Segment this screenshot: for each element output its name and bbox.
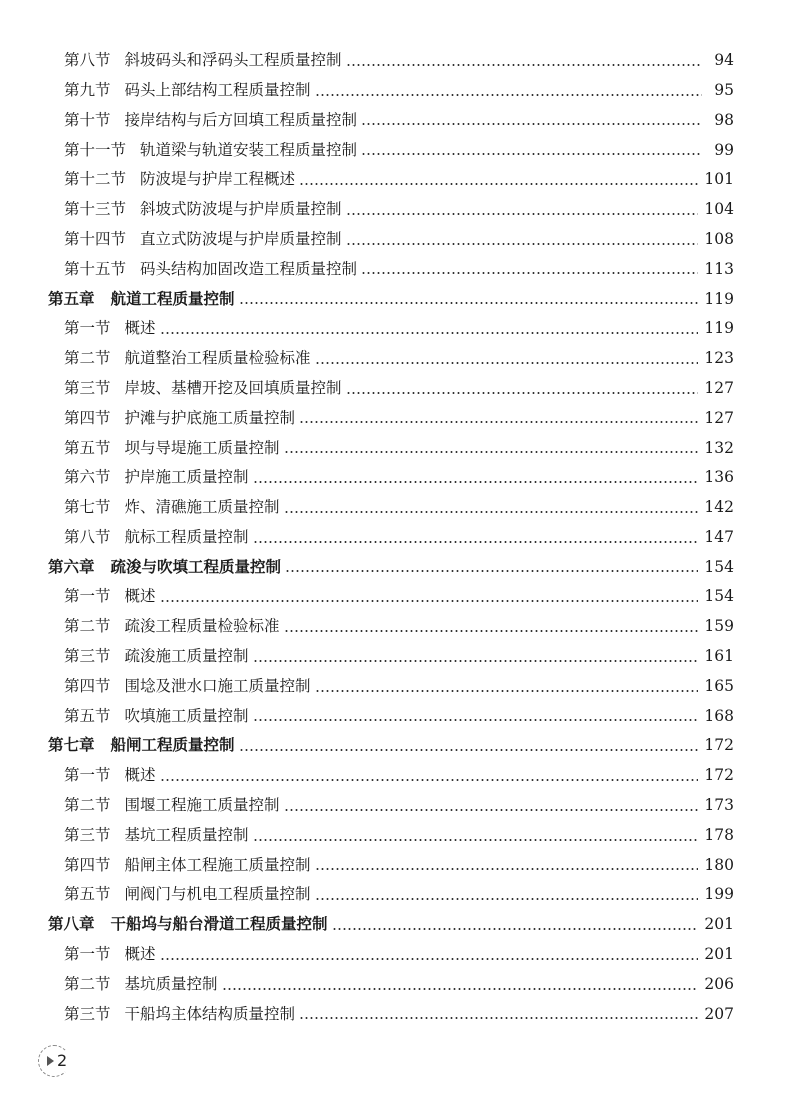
entry-page-number: 94	[714, 51, 734, 70]
entry-page-number: 98	[714, 110, 734, 129]
entry-title: 船闸主体工程施工质量控制	[124, 855, 311, 874]
entry-page-number: 95	[714, 80, 734, 99]
dot-leader	[160, 332, 699, 334]
dot-leader	[315, 362, 699, 364]
entry-page-number: 201	[704, 915, 734, 934]
entry-number: 第三节	[64, 378, 111, 397]
dot-leader	[160, 958, 699, 960]
dot-leader	[284, 809, 699, 811]
entry-title: 围堰工程施工质量控制	[124, 796, 280, 815]
entry-number: 第十二节	[64, 170, 127, 189]
dot-leader	[253, 541, 699, 543]
entry-title: 船闸工程质量控制	[110, 736, 235, 755]
page-folio	[38, 1045, 74, 1077]
dot-leader	[284, 451, 699, 453]
toc-section-entry[interactable]	[0, 702, 790, 732]
entry-title: 坝与导堤施工质量控制	[124, 438, 280, 457]
dot-leader	[315, 690, 699, 692]
entry-number: 第九节	[64, 80, 111, 99]
toc-section-entry[interactable]	[0, 46, 790, 76]
dot-leader	[346, 243, 699, 245]
entry-number: 第十一节	[64, 140, 127, 159]
entry-page-number: 132	[704, 438, 734, 457]
entry-number: 第三节	[64, 825, 111, 844]
dot-leader	[253, 660, 699, 662]
entry-title: 疏浚施工质量控制	[124, 647, 249, 666]
entry-title: 岸坡、基槽开挖及回填质量控制	[124, 378, 342, 397]
dot-leader	[239, 302, 699, 304]
toc-section-entry[interactable]	[0, 1000, 790, 1030]
entry-page-number: 165	[704, 676, 734, 695]
toc-section-entry[interactable]	[0, 523, 790, 553]
entry-page-number: 136	[704, 468, 734, 487]
dot-leader	[222, 988, 699, 990]
toc-chapter-entry[interactable]	[0, 553, 790, 583]
entry-page-number: 104	[704, 200, 734, 219]
dot-leader	[315, 94, 702, 96]
entry-title: 航道工程质量控制	[110, 289, 235, 308]
entry-title: 炸、清礁施工质量控制	[124, 498, 280, 517]
toc-section-entry[interactable]	[0, 493, 790, 523]
entry-number: 第一节	[64, 587, 111, 606]
entry-page-number: 142	[704, 498, 734, 517]
entry-title: 码头结构加固改造工程质量控制	[140, 259, 358, 278]
toc-section-entry[interactable]	[0, 940, 790, 970]
dot-leader	[299, 1017, 698, 1019]
dot-leader	[253, 839, 699, 841]
entry-page-number: 206	[704, 974, 734, 993]
entry-title: 航道整治工程质量检验标准	[124, 349, 311, 368]
toc-section-entry[interactable]	[0, 344, 790, 374]
entry-page-number: 201	[704, 945, 734, 964]
entry-page-number: 127	[704, 378, 734, 397]
entry-page-number: 108	[704, 229, 734, 248]
toc-section-entry[interactable]	[0, 672, 790, 702]
entry-title: 防波堤与护岸工程概述	[140, 170, 296, 189]
toc-chapter-entry[interactable]	[0, 284, 790, 314]
dot-leader	[160, 600, 699, 602]
entry-title: 概述	[124, 587, 156, 606]
entry-title: 概述	[124, 319, 156, 338]
entry-title: 直立式防波堤与护岸质量控制	[140, 229, 342, 248]
entry-page-number: 123	[704, 349, 734, 368]
entry-number: 第七章	[48, 736, 95, 755]
entry-page-number: 101	[704, 170, 734, 189]
entry-number: 第五节	[64, 885, 111, 904]
entry-title: 围埝及泄水口施工质量控制	[124, 676, 311, 695]
toc-section-entry[interactable]	[0, 851, 790, 881]
entry-page-number: 119	[704, 319, 734, 338]
toc-chapter-entry[interactable]	[0, 731, 790, 761]
entry-number: 第五节	[64, 706, 111, 725]
dot-leader	[315, 898, 699, 900]
toc-section-entry[interactable]	[0, 165, 790, 195]
toc-section-entry[interactable]	[0, 225, 790, 255]
toc-section-entry[interactable]	[0, 880, 790, 910]
toc-chapter-entry[interactable]	[0, 910, 790, 940]
dot-leader	[284, 630, 699, 632]
dot-leader	[361, 153, 702, 155]
entry-page-number: 199	[704, 885, 734, 904]
entry-number: 第四节	[64, 676, 111, 695]
entry-number: 第六章	[48, 557, 95, 576]
entry-title: 航标工程质量控制	[124, 527, 249, 546]
page-number: 2	[57, 1051, 68, 1070]
entry-number: 第五节	[64, 438, 111, 457]
toc-section-entry[interactable]	[0, 106, 790, 136]
entry-page-number: 178	[704, 825, 734, 844]
entry-title: 基坑工程质量控制	[124, 825, 249, 844]
entry-number: 第三节	[64, 1004, 111, 1023]
dot-leader	[284, 511, 699, 513]
entry-number: 第十三节	[64, 200, 127, 219]
toc-section-entry[interactable]	[0, 255, 790, 285]
entry-number: 第八节	[64, 527, 111, 546]
entry-number: 第二节	[64, 796, 111, 815]
table-of-contents	[0, 46, 790, 1029]
toc-section-entry[interactable]	[0, 195, 790, 225]
toc-section-entry[interactable]	[0, 612, 790, 642]
dot-leader	[299, 421, 698, 423]
dot-leader	[346, 64, 702, 66]
entry-number: 第一节	[64, 319, 111, 338]
entry-page-number: 154	[704, 557, 734, 576]
entry-number: 第二节	[64, 349, 111, 368]
entry-number: 第十四节	[64, 229, 127, 248]
entry-title: 吹填施工质量控制	[124, 706, 249, 725]
entry-number: 第八节	[64, 51, 111, 70]
toc-section-entry[interactable]	[0, 642, 790, 672]
dot-leader	[253, 719, 699, 721]
toc-section-entry[interactable]	[0, 433, 790, 463]
entry-number: 第八章	[48, 915, 95, 934]
entry-title: 概述	[124, 945, 156, 964]
entry-title: 接岸结构与后方回填工程质量控制	[124, 110, 358, 129]
entry-number: 第二节	[64, 974, 111, 993]
entry-page-number: 207	[704, 1004, 734, 1023]
entry-number: 第一节	[64, 766, 111, 785]
dot-leader	[332, 928, 699, 930]
toc-section-entry[interactable]	[0, 404, 790, 434]
toc-section-entry[interactable]	[0, 821, 790, 851]
entry-number: 第三节	[64, 647, 111, 666]
entry-title: 疏浚与吹填工程质量控制	[110, 557, 282, 576]
entry-title: 干船坞与船台滑道工程质量控制	[110, 915, 328, 934]
toc-section-entry[interactable]	[0, 463, 790, 493]
entry-page-number: 159	[704, 617, 734, 636]
entry-page-number: 172	[704, 766, 734, 785]
entry-number: 第十节	[64, 110, 111, 129]
entry-number: 第五章	[48, 289, 95, 308]
dot-leader	[315, 868, 699, 870]
entry-number: 第六节	[64, 468, 111, 487]
toc-section-entry[interactable]	[0, 582, 790, 612]
entry-page-number: 172	[704, 736, 734, 755]
folio-arrow-icon	[47, 1056, 54, 1066]
entry-title: 斜坡码头和浮码头工程质量控制	[124, 51, 342, 70]
dot-leader	[299, 183, 698, 185]
entry-number: 第二节	[64, 617, 111, 636]
entry-title: 码头上部结构工程质量控制	[124, 80, 311, 99]
entry-number: 第十五节	[64, 259, 127, 278]
entry-page-number: 127	[704, 408, 734, 427]
toc-section-entry[interactable]	[0, 791, 790, 821]
dot-leader	[239, 749, 699, 751]
entry-title: 闸阀门与机电工程质量控制	[124, 885, 311, 904]
entry-page-number: 154	[704, 587, 734, 606]
dot-leader	[346, 392, 699, 394]
dot-leader	[361, 272, 698, 274]
toc-section-entry[interactable]	[0, 374, 790, 404]
entry-page-number: 119	[704, 289, 734, 308]
entry-number: 第四节	[64, 408, 111, 427]
entry-page-number: 113	[704, 259, 734, 278]
dot-leader	[253, 481, 699, 483]
entry-title: 概述	[124, 766, 156, 785]
toc-section-entry[interactable]	[0, 970, 790, 1000]
entry-page-number: 99	[714, 140, 734, 159]
entry-page-number: 168	[704, 706, 734, 725]
entry-page-number: 147	[704, 527, 734, 546]
toc-section-entry[interactable]	[0, 314, 790, 344]
toc-section-entry[interactable]	[0, 76, 790, 106]
toc-section-entry[interactable]	[0, 761, 790, 791]
entry-title: 基坑质量控制	[124, 974, 218, 993]
entry-title: 护岸施工质量控制	[124, 468, 249, 487]
dot-leader	[346, 213, 699, 215]
entry-page-number: 173	[704, 796, 734, 815]
entry-number: 第一节	[64, 945, 111, 964]
dot-leader	[361, 123, 702, 125]
entry-title: 护滩与护底施工质量控制	[124, 408, 296, 427]
entry-title: 干船坞主体结构质量控制	[124, 1004, 296, 1023]
entry-page-number: 161	[704, 647, 734, 666]
entry-title: 疏浚工程质量检验标准	[124, 617, 280, 636]
entry-page-number: 180	[704, 855, 734, 874]
entry-number: 第四节	[64, 855, 111, 874]
dot-leader	[160, 779, 699, 781]
dot-leader	[285, 570, 698, 572]
entry-title: 轨道梁与轨道安装工程质量控制	[140, 140, 358, 159]
toc-section-entry[interactable]	[0, 135, 790, 165]
entry-number: 第七节	[64, 498, 111, 517]
entry-title: 斜坡式防波堤与护岸质量控制	[140, 200, 342, 219]
